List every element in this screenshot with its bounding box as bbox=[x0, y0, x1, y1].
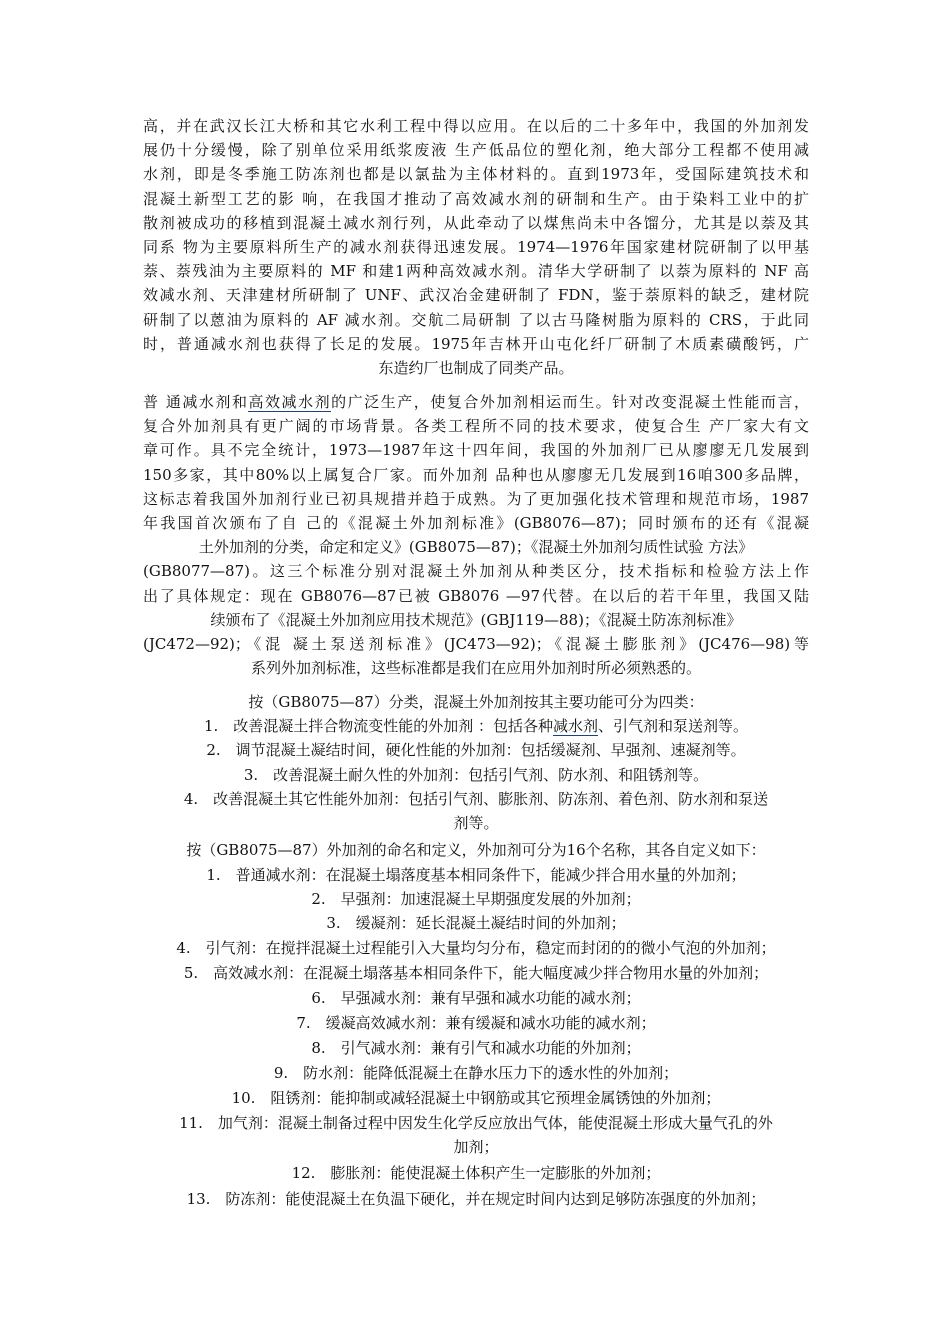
text-segment: 1. 改善混凝土拌合物流变性能的外加剂 ：包括各种 bbox=[203, 717, 554, 735]
category-item: 2. 调节混凝土凝结时间，硬化性能的外加剂：包括缓凝剂、早强剂、速凝剂等。 bbox=[206, 741, 746, 759]
definition-item: 11. 加气剂：混凝土制备过程中因发生化学反应放出气体，能使混凝土形成大量气孔的外 bbox=[179, 1114, 773, 1132]
text-line: 出了具体规定：现在 GB8076—87已被 GB8076 —97代替。在以后的若干年里，我国又陆 bbox=[143, 586, 809, 605]
definition-item: 6. 早强减水剂：兼有早强和减水功能的减水剂； bbox=[311, 989, 641, 1007]
text-line: (GB8077—87)。这三个标准分别对混凝土外加剂从种类区分，技术指标和检验方法上作 bbox=[143, 562, 809, 581]
text-line: 展仍十分缓慢，除了别单位采用纸浆废液 生产低品位的塑化剂，绝大部分工程都不使用减 bbox=[143, 141, 809, 160]
text-line: 效减水剂、天津建材所研制了 UNF、武汉冶金建研制了 FDN，鉴于萘原料的缺乏，建材院 bbox=[143, 286, 809, 305]
text-line: 年我国首次颁布了自 己的《混凝土外加剂标准》(GB8076—87)；同时颁布的还有《混凝 bbox=[143, 513, 809, 532]
text-line: 混凝土新型工艺的影 响，在我国才推动了高效减水剂的研制和生产。由于染料工业中的扩 bbox=[143, 189, 809, 208]
definition-item: 9. 防水剂：能降低混凝土在静水压力下的透水性的外加剂； bbox=[273, 1064, 679, 1082]
history-paragraph bbox=[143, 114, 809, 380]
text-segment: 、引气剂和泵送剂等。 bbox=[598, 717, 749, 735]
category-item bbox=[143, 714, 809, 738]
text-line: 时，普通减水剂也获得了长足的发展。1975年吉林开山屯化纤厂研制了木质素磺酸钙，广 bbox=[143, 334, 809, 353]
category-item: 4. 改善混凝土其它性能外加剂：包括引气剂、膨胀剂、防冻剂、着色剂、防水剂和泵送 bbox=[183, 790, 769, 808]
definition-item: 1. 普通减水剂：在混凝土塌落度基本相同条件下，能减少拌合用水量的外加剂； bbox=[206, 866, 746, 884]
classification-intro: 按（GB8075—87）分类，混凝土外加剂按其主要功能可分为四类： bbox=[248, 693, 704, 711]
definition-item: 3. 缓凝剂：延长混凝土凝结时间的外加剂； bbox=[326, 914, 626, 932]
definition-item: 12. 膨胀剂：能使混凝土体积产生一定膨胀的外加剂； bbox=[291, 1164, 661, 1182]
text-line: (JC472—92)；《混 凝土泵送剂标准》(JC473—92)；《混凝土膨胀剂》(JC476—98)等 bbox=[143, 634, 809, 653]
text-line: 研制了以蒽油为原料的 AF 减水剂。交航二局研制 了以古马隆树脂为原料的 CRS，于此同 bbox=[143, 310, 809, 329]
text-line: 土外加剂的分类，命定和定义》(GB8075—87)；《混凝土外加剂匀质性试验 方法》 bbox=[198, 538, 754, 557]
text-segment: 普 通减水剂和 bbox=[143, 393, 249, 411]
definition-item: 4. 引气剂：在搅拌混凝土过程能引入大量均匀分布，稳定而封闭的的微小气泡的外加剂； bbox=[176, 939, 776, 957]
definition-item-continued: 加剂； bbox=[453, 1138, 499, 1156]
text-line: 复合外加剂具有更广阔的市场背景。各类工程所不同的技术要求，使复合生 产厂家大有文 bbox=[143, 417, 809, 436]
text-segment: 的广泛生产，使复合外加剂相运而生。针对改变混凝土性能而言， bbox=[331, 393, 809, 411]
text-line: 散剂被成功的移植到混凝土减水剂行列，从此牵动了以煤焦尚未中各馏分，尤其是以萘及其 bbox=[143, 213, 809, 232]
definition-item: 13. 防冻剂：能使混凝土在负温下硬化，并在规定时间内达到足够防冻强度的外加剂； bbox=[186, 1190, 766, 1208]
definition-item: 2. 早强剂：加速混凝土早期强度发展的外加剂； bbox=[311, 890, 641, 908]
text-line: 东造约厂也制成了同类产品。 bbox=[378, 358, 574, 377]
text-line: 这标志着我国外加剂行业已初具规措并趋于成熟。为了更加强化技术管理和规范市场，1987 bbox=[143, 489, 809, 508]
definition-item: 10. 阻锈剂：能抑制或减轻混凝土中钢筋或其它预埋金属锈蚀的外加剂； bbox=[231, 1089, 721, 1107]
text-line: 续颁布了《混凝土外加剂应用技术规范》(GBJ119—88)；《混凝土防冻剂标准》 bbox=[210, 610, 742, 629]
text-line: 萘、萘残油为主要原料的 MF 和建1两种高效减水剂。清华大学研制了 以萘为原料的 NF 高 bbox=[143, 262, 809, 281]
text-line bbox=[143, 390, 809, 414]
definition-item: 8. 引气减水剂：兼有引气和减水功能的外加剂； bbox=[311, 1039, 641, 1057]
text-line: 同系 物为主要原料所生产的减水剂获得迅速发展。1974—1976年国家建材院研制了以甲基 bbox=[143, 237, 809, 256]
compound-admixture-paragraph bbox=[143, 390, 809, 680]
underlined-term: 减水剂 bbox=[553, 717, 599, 735]
definitions-intro: 按（GB8075—87）外加剂的命名和定义，外加剂可分为16个名称，其各自定义如下： bbox=[186, 841, 766, 859]
definition-item: 5. 高效减水剂：在混凝土塌落基本相同条件下，能大幅度减少拌合物用水量的外加剂； bbox=[183, 964, 769, 982]
text-line: 高，并在武汉长江大桥和其它水利工程中得以应用。在以后的二十多年中，我国的外加剂发 bbox=[143, 117, 809, 135]
category-item: 3. 改善混凝土耐久性的外加剂：包括引气剂、防水剂、和阻锈剂等。 bbox=[243, 766, 709, 784]
category-item-continued: 剂等。 bbox=[453, 814, 499, 832]
text-line: 150多家，其中80%以上属复合厂家。而外加剂 品种也从廖廖无几发展到16咱300多品牌， bbox=[143, 465, 809, 484]
definition-item: 7. 缓凝高效减水剂：兼有缓凝和减水功能的减水剂； bbox=[296, 1014, 656, 1032]
text-line: 系列外加剂标准，这些标准都是我们在应用外加剂时所必须熟悉的。 bbox=[250, 659, 701, 678]
text-line: 章可作。具不完全统计，1973—1987年这十四年间，我国的外加剂厂已从廖廖无几发展到 bbox=[143, 441, 809, 460]
text-line: 水剂，即是冬季施工防冻剂也都是以氯盐为主体材料的。直到1973年，受国际建筑技术和 bbox=[143, 165, 809, 184]
underlined-term: 高效减水剂 bbox=[248, 393, 332, 411]
